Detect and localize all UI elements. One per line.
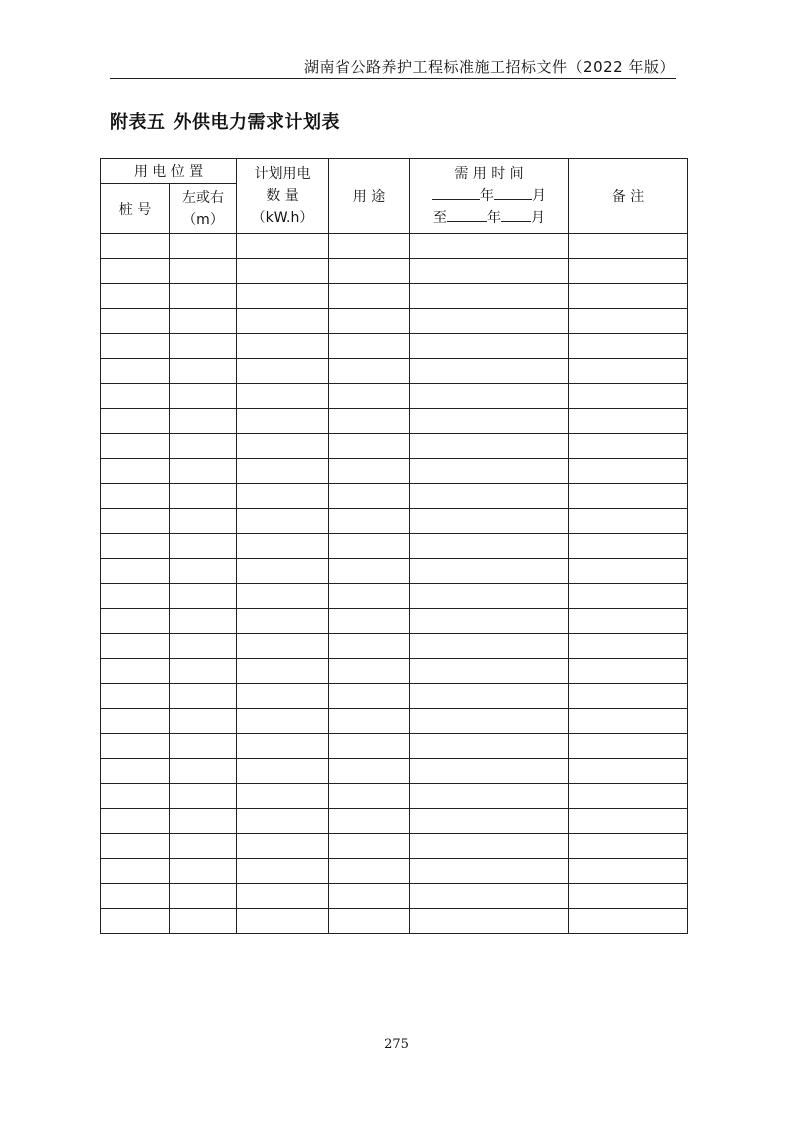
header-time-title: 需 用 时 间 (454, 166, 524, 182)
header-rule (110, 78, 676, 79)
table-cell (237, 284, 329, 309)
table-cell (410, 709, 569, 734)
table-cell (329, 584, 410, 609)
table-cell (410, 559, 569, 584)
table-row (101, 859, 688, 884)
table-cell (237, 684, 329, 709)
table-cell (410, 484, 569, 509)
table-cell (237, 809, 329, 834)
table-cell (410, 534, 569, 559)
table-cell (101, 234, 170, 259)
table-cell (170, 484, 237, 509)
table-cell (410, 309, 569, 334)
table-cell (410, 659, 569, 684)
table-cell (101, 709, 170, 734)
table-cell (329, 709, 410, 734)
table-row (101, 309, 688, 334)
table-cell (410, 284, 569, 309)
table-cell (170, 684, 237, 709)
table-cell (569, 734, 688, 759)
table-cell (410, 809, 569, 834)
table-cell (329, 534, 410, 559)
table-cell (237, 359, 329, 384)
table-row (101, 784, 688, 809)
table-cell (410, 434, 569, 459)
table-cell (329, 384, 410, 409)
table-cell (410, 334, 569, 359)
table-cell (569, 509, 688, 534)
table-cell (329, 359, 410, 384)
table-cell (237, 584, 329, 609)
table-cell (237, 859, 329, 884)
header-planned-amount (237, 159, 329, 234)
table-cell (101, 309, 170, 334)
table-cell (569, 709, 688, 734)
table-cell (101, 334, 170, 359)
table-cell (170, 859, 237, 884)
table-cell (237, 634, 329, 659)
table-row (101, 684, 688, 709)
table-cell (170, 234, 237, 259)
table-cell (170, 709, 237, 734)
table-cell (329, 259, 410, 284)
table-cell (569, 884, 688, 909)
table-cell (569, 259, 688, 284)
table-cell (170, 384, 237, 409)
table-cell (237, 259, 329, 284)
table-row (101, 634, 688, 659)
table-row (101, 434, 688, 459)
table-cell (170, 534, 237, 559)
table-cell (101, 609, 170, 634)
appendix-label: 附表五 (110, 112, 166, 133)
table-cell (237, 434, 329, 459)
table-cell (329, 434, 410, 459)
table-cell (170, 759, 237, 784)
header-time-to: 至 年 月 (410, 207, 568, 229)
table-cell (329, 659, 410, 684)
table-cell (170, 409, 237, 434)
table-cell (329, 609, 410, 634)
table-cell (329, 859, 410, 884)
table-cell (170, 659, 237, 684)
table-cell (569, 459, 688, 484)
table-cell (569, 784, 688, 809)
table-cell (410, 384, 569, 409)
table-cell (569, 834, 688, 859)
table-cell (101, 884, 170, 909)
table-cell (101, 659, 170, 684)
table-cell (101, 284, 170, 309)
table-cell (237, 509, 329, 534)
table-cell (237, 659, 329, 684)
table-row (101, 709, 688, 734)
table-cell (237, 759, 329, 784)
table-cell (410, 859, 569, 884)
table-row (101, 759, 688, 784)
table-cell (569, 809, 688, 834)
table-cell (569, 634, 688, 659)
table-cell (101, 909, 170, 934)
table-cell (569, 309, 688, 334)
table-row (101, 734, 688, 759)
table-cell (101, 684, 170, 709)
table-cell (237, 534, 329, 559)
table-row (101, 234, 688, 259)
table-cell (101, 784, 170, 809)
page-number: 275 (384, 1037, 409, 1052)
table-row (101, 409, 688, 434)
table-cell (569, 434, 688, 459)
table-row (101, 359, 688, 384)
header-remarks: 备 注 (569, 159, 688, 234)
table-cell (410, 359, 569, 384)
table-cell (329, 784, 410, 809)
table-cell (101, 384, 170, 409)
table-cell (410, 234, 569, 259)
table-cell (329, 234, 410, 259)
table-cell (170, 334, 237, 359)
table-cell (329, 834, 410, 859)
table-row (101, 284, 688, 309)
header-planned-unit: （kW.h） (251, 210, 314, 226)
table-cell (237, 409, 329, 434)
table-cell (410, 884, 569, 909)
table-cell (170, 734, 237, 759)
table-cell (329, 559, 410, 584)
table-row (101, 909, 688, 934)
header-time-needed (410, 159, 569, 234)
table-cell (170, 309, 237, 334)
table-cell (237, 734, 329, 759)
table-cell (101, 259, 170, 284)
table-name: 外供电力需求计划表 (173, 112, 340, 133)
table-cell (329, 509, 410, 534)
table-cell (410, 834, 569, 859)
table-cell (569, 284, 688, 309)
table-cell (101, 634, 170, 659)
table-cell (410, 759, 569, 784)
table-cell (329, 734, 410, 759)
table-row (101, 534, 688, 559)
header-time-from: 年 月 (410, 185, 568, 207)
header-stake-number: 桩 号 (101, 184, 170, 234)
table-cell (237, 909, 329, 934)
table-cell (410, 584, 569, 609)
table-cell (170, 584, 237, 609)
table-cell (170, 259, 237, 284)
table-row (101, 259, 688, 284)
table-row (101, 834, 688, 859)
table-cell (569, 609, 688, 634)
header-planned-line2: 数 量 (266, 188, 299, 204)
table-cell (237, 709, 329, 734)
header-usage: 用 途 (329, 159, 410, 234)
table-cell (569, 234, 688, 259)
header-location-group: 用 电 位 置 (101, 159, 237, 184)
table-cell (101, 484, 170, 509)
table-cell (569, 359, 688, 384)
table-cell (569, 484, 688, 509)
table-cell (170, 509, 237, 534)
table-cell (569, 334, 688, 359)
table-cell (237, 609, 329, 634)
table-cell (410, 784, 569, 809)
table-cell (569, 384, 688, 409)
table-cell (329, 759, 410, 784)
table-cell (569, 759, 688, 784)
table-cell (101, 434, 170, 459)
table-cell (410, 459, 569, 484)
table-cell (410, 609, 569, 634)
table-cell (410, 734, 569, 759)
table-cell (101, 859, 170, 884)
power-demand-table (100, 158, 688, 934)
table-cell (170, 559, 237, 584)
table-cell (170, 834, 237, 859)
table-cell (569, 684, 688, 709)
table-cell (170, 359, 237, 384)
running-header: 湖南省公路养护工程标准施工招标文件（2022 年版） (304, 58, 675, 76)
table-cell (410, 909, 569, 934)
table-cell (170, 609, 237, 634)
table-cell (329, 809, 410, 834)
table-cell (170, 809, 237, 834)
table-cell (329, 484, 410, 509)
table-cell (237, 884, 329, 909)
table-row (101, 609, 688, 634)
table-cell (237, 834, 329, 859)
table-cell (101, 834, 170, 859)
table-cell (101, 809, 170, 834)
table-cell (329, 409, 410, 434)
table-cell (101, 734, 170, 759)
table-cell (410, 509, 569, 534)
table-cell (569, 659, 688, 684)
table-cell (410, 684, 569, 709)
table-cell (170, 284, 237, 309)
table-cell (329, 459, 410, 484)
table-cell (569, 909, 688, 934)
table-cell (329, 284, 410, 309)
table-cell (101, 759, 170, 784)
table-row (101, 659, 688, 684)
table-cell (237, 459, 329, 484)
table-cell (101, 534, 170, 559)
table-cell (101, 409, 170, 434)
table-row (101, 459, 688, 484)
table-cell (101, 509, 170, 534)
table-cell (569, 534, 688, 559)
table-cell (101, 559, 170, 584)
table-cell (101, 359, 170, 384)
table-cell (101, 459, 170, 484)
table-cell (237, 234, 329, 259)
table-row (101, 509, 688, 534)
table-cell (410, 259, 569, 284)
header-side-label: 左或右 (182, 189, 224, 206)
table-cell (329, 684, 410, 709)
table-row (101, 384, 688, 409)
table-row (101, 809, 688, 834)
header-planned-line1: 计划用电 (254, 166, 311, 182)
table-row (101, 334, 688, 359)
table-cell (237, 384, 329, 409)
table-cell (170, 634, 237, 659)
table-cell (569, 409, 688, 434)
table-row (101, 484, 688, 509)
table-cell (410, 409, 569, 434)
table-cell (237, 309, 329, 334)
table-row (101, 559, 688, 584)
table-cell (237, 334, 329, 359)
table-cell (329, 634, 410, 659)
page-title (110, 108, 340, 134)
table-row (101, 884, 688, 909)
table-cell (237, 484, 329, 509)
table-cell (170, 784, 237, 809)
table-cell (569, 584, 688, 609)
table-cell (237, 784, 329, 809)
header-side-unit: （m） (182, 211, 224, 228)
table-cell (569, 559, 688, 584)
table-cell (237, 559, 329, 584)
header-side (170, 184, 237, 234)
table-cell (329, 909, 410, 934)
table-cell (170, 459, 237, 484)
table-cell (329, 884, 410, 909)
table-cell (569, 859, 688, 884)
table-cell (170, 434, 237, 459)
table-row (101, 584, 688, 609)
table-cell (170, 909, 237, 934)
table-cell (170, 884, 237, 909)
table-cell (410, 634, 569, 659)
table-cell (101, 584, 170, 609)
table-cell (329, 309, 410, 334)
table-cell (329, 334, 410, 359)
